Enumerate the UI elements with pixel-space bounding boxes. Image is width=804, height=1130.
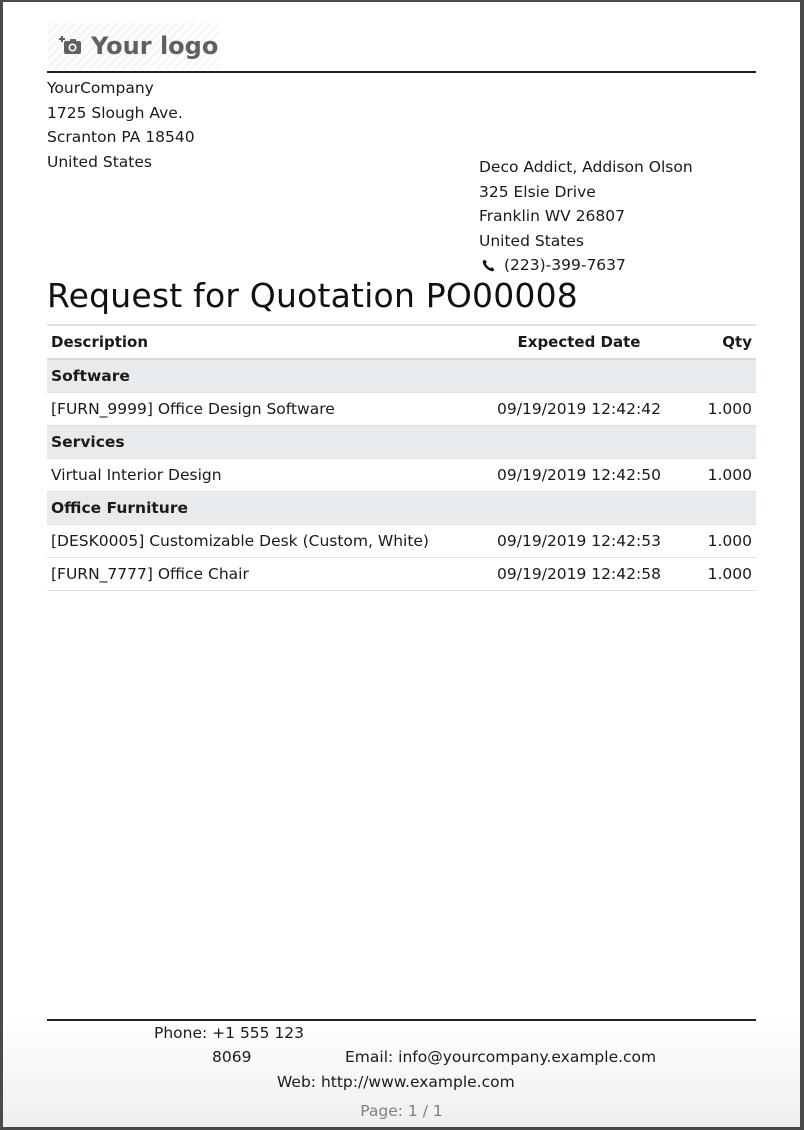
company-country: United States [47,152,152,171]
vendor-country: United States [479,231,584,250]
page-number: Page: 1 / 1 [360,1102,443,1120]
line-qty: 1.000 [688,459,756,492]
section-row [47,359,756,393]
table-row [47,459,756,492]
phone-icon [482,259,495,272]
footer-phone-continued: 8069 [212,1048,252,1066]
vendor-address [479,155,693,278]
company-address [47,76,195,174]
section-row [47,492,756,525]
header-description: Description [47,325,470,359]
document-page [3,2,800,1127]
logo-text: Your logo [91,32,219,60]
company-logo [48,23,220,69]
line-date: 09/19/2019 12:42:50 [470,459,688,492]
line-date: 09/19/2019 12:42:42 [470,393,688,426]
footer-email: Email: info@yourcompany.example.com [345,1048,657,1066]
section-row [47,426,756,459]
table-row [47,525,756,558]
section-name: Services [47,426,756,459]
vendor-phone: (223)-399-7637 [504,256,626,275]
company-name: YourCompany [47,79,154,97]
line-description: [DESK0005] Customizable Desk (Custom, White) [47,525,470,558]
section-name: Office Furniture [47,492,756,525]
vendor-name: Deco Addict, Addison Olson [479,158,693,176]
table-row [47,558,756,591]
header-divider [47,71,756,73]
line-description: Virtual Interior Design [47,459,470,492]
vendor-city-line: Franklin WV 26807 [479,207,625,226]
company-city-line: Scranton PA 18540 [47,128,195,147]
table-row [47,393,756,426]
line-date: 09/19/2019 12:42:58 [470,558,688,591]
line-qty: 1.000 [688,558,756,591]
line-qty: 1.000 [688,393,756,426]
document-title: Request for Quotation PO00008 [47,276,578,315]
camera-plus-icon [59,35,83,57]
table-header-row [47,325,756,359]
header-expected-date: Expected Date [470,325,688,359]
company-street: 1725 Slough Ave. [47,103,183,122]
vendor-phone-line [479,253,693,278]
line-date: 09/19/2019 12:42:53 [470,525,688,558]
line-description: [FURN_9999] Office Design Software [47,393,470,426]
section-name: Software [47,359,756,393]
header-qty: Qty [688,325,756,359]
line-description: [FURN_7777] Office Chair [47,558,470,591]
footer-phone: Phone: +1 555 123 [154,1024,305,1042]
footer-web: Web: http://www.example.com [277,1073,515,1091]
line-qty: 1.000 [688,525,756,558]
order-lines-table [47,324,756,591]
vendor-street: 325 Elsie Drive [479,182,596,201]
